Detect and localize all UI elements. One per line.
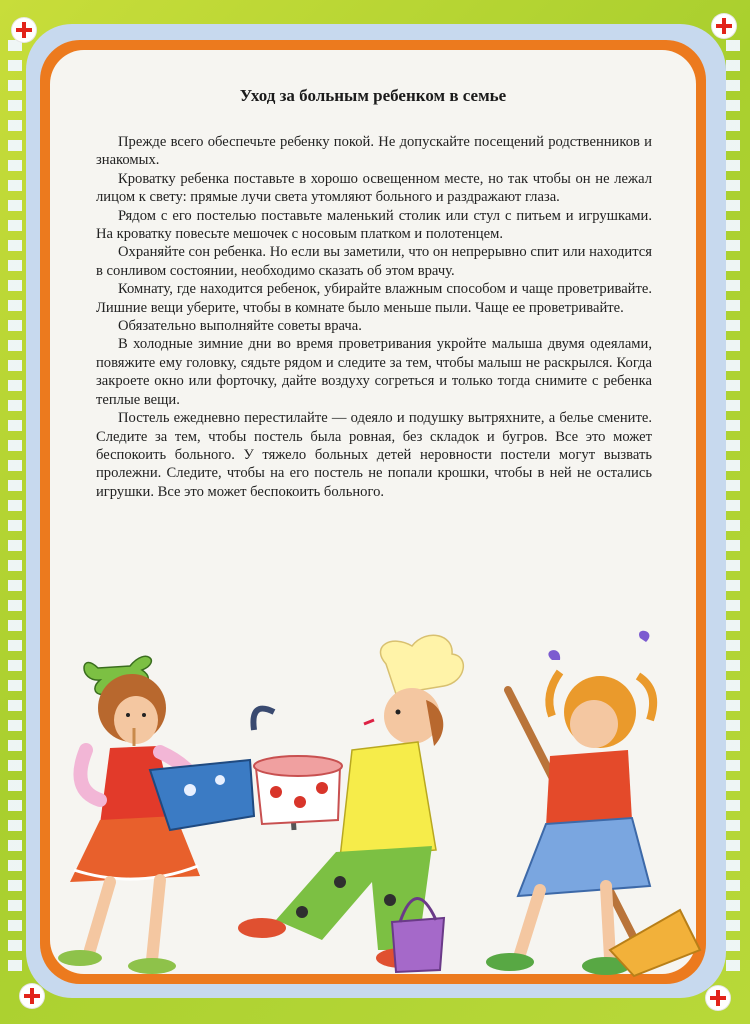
paragraph: Обязательно выполняйте советы врача. [118, 318, 362, 335]
page-title: Уход за больным ребенком в семье [239, 86, 507, 105]
left-perforation-strip [8, 40, 22, 980]
paragraph: Рядом с его постелью поставьте маленький столик или стул с питьем и игрушками. На кроватку повесьте мешочек с носовым платком и полотенцем. [96, 207, 652, 243]
paragraph: Прежде всего обеспечьте ребенку покой. Не допускайте посещений родственников и знакомых. [96, 134, 652, 169]
medical-cross-icon [706, 986, 730, 1010]
paragraph: Комнату, где находится ребенок, убирайте влажным способом и чаще проветривайте. Лишние вещи уберите, чтобы в комнате было меньше пыли. Чаще ее проветривайте. [96, 281, 652, 316]
paragraph: Охраняйте сон ребенка. Но если вы заметили, что он непрерывно спит или находится в сонливом состоянии, необходимо сказать об этом врачу. [96, 244, 652, 279]
paragraph: В холодные зимние дни во время проветривания укройте малыша двумя одеялами, повяжите ему головку, сядьте рядом и следите за тем, чтобы малыш не раскрылся. Когда закроете окно или форточку, дайте воздуху согреться и только тогда снимите с ребенка теплые вещи. [96, 336, 652, 408]
medical-cross-icon [12, 18, 36, 42]
medical-cross-icon [712, 14, 736, 38]
body-text [96, 133, 652, 501]
paragraph: Постель ежедневно перестилайте — одеяло и подушку вытряхните, а белье смените. Следите за тем, чтобы постель была ровная, без складок и бугров. Все это может беспокоить больного. У тяжело больных детей неровности постели могут вызвать пролежни. Следите, чтобы на его постель не попали крошки, чтобы в ней не остались игрушки. Все это может беспокоить больного. [96, 410, 652, 500]
boy-with-pot [238, 635, 463, 968]
medical-cross-icon [20, 984, 44, 1008]
girl-with-pillow [58, 656, 254, 974]
right-perforation-strip [726, 40, 740, 980]
paragraph: Кроватку ребенка поставьте в хорошо освещенном месте, но так чтобы он не лежал лицом к свету: прямые лучи света утомляют больного и раздражают глаза. [96, 170, 652, 206]
girl-with-broom [486, 631, 700, 976]
children-cleaning-illustration [40, 620, 706, 985]
